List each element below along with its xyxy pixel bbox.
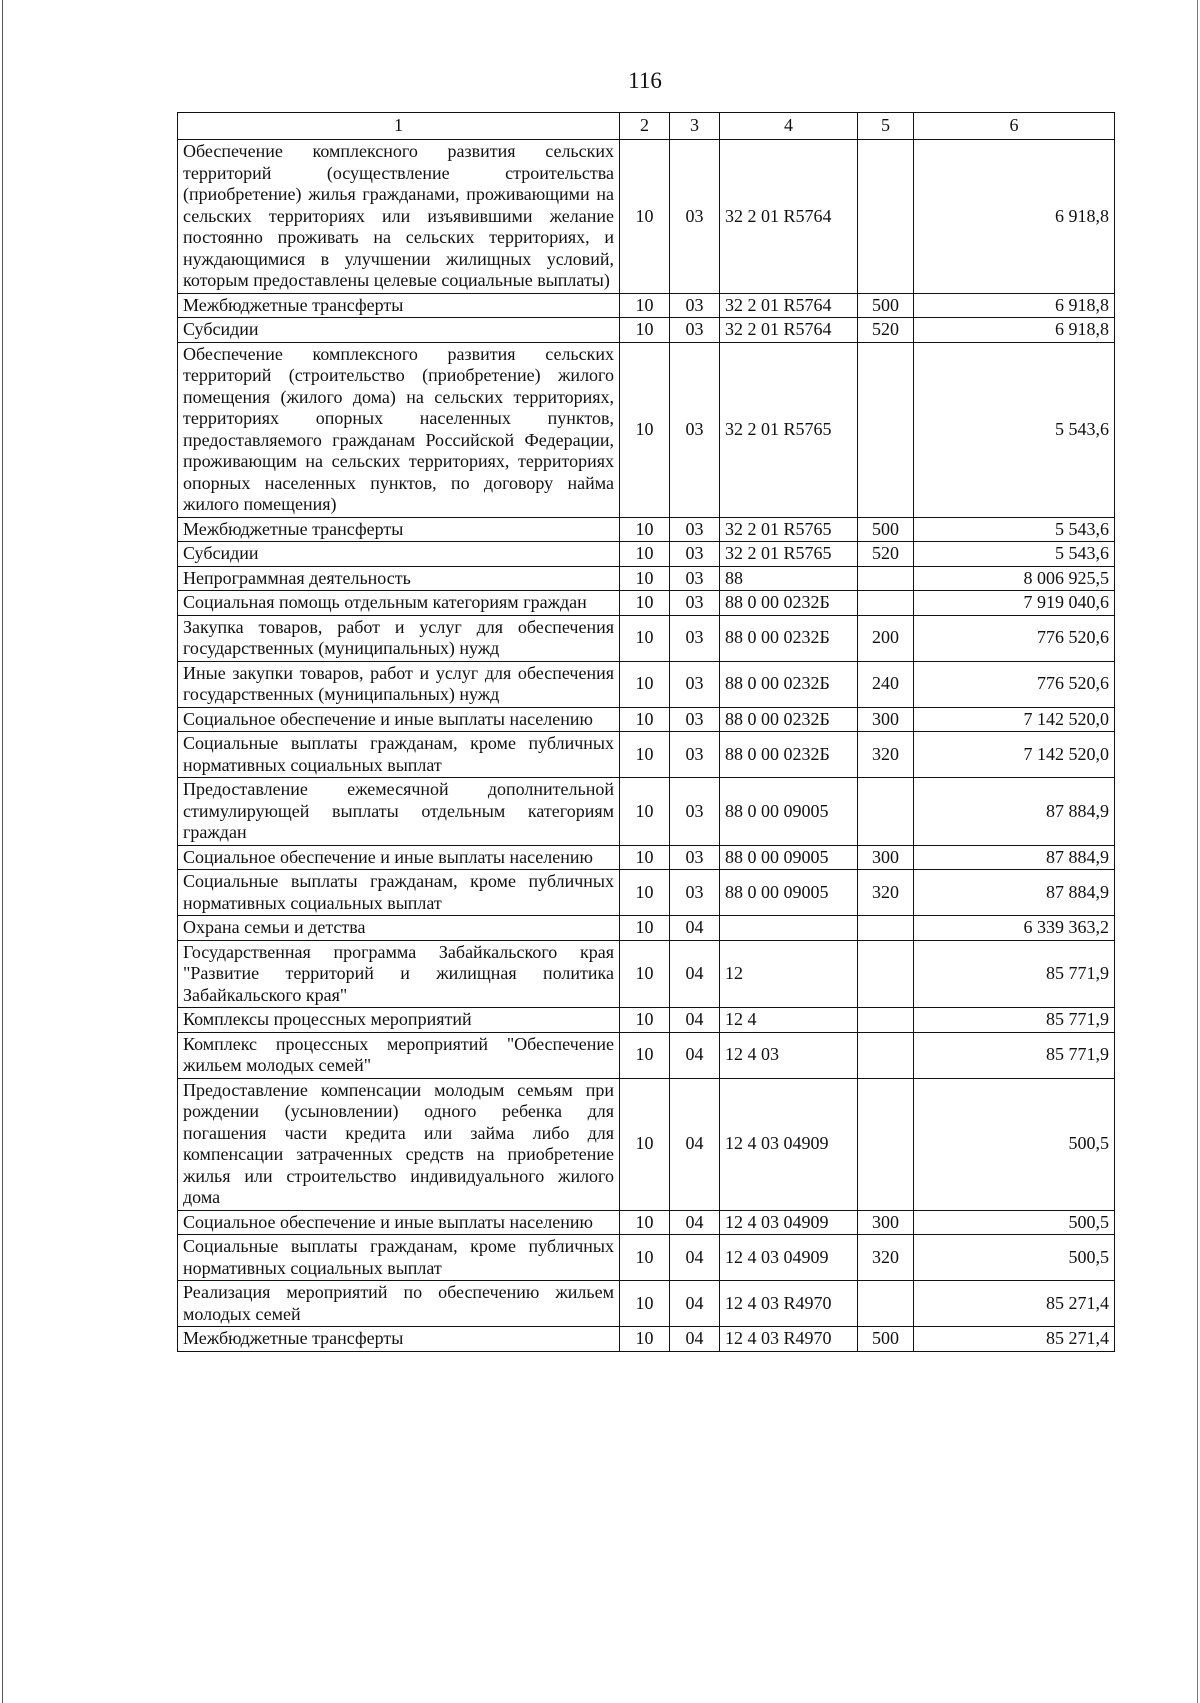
header-col-4: 4 bbox=[720, 113, 858, 140]
row-name-cell: Непрограммная деятельность bbox=[178, 566, 620, 591]
row-subsection-cell: 03 bbox=[670, 318, 720, 343]
row-name-cell: Межбюджетные трансферты bbox=[178, 293, 620, 318]
row-sum-cell: 6 918,8 bbox=[914, 140, 1115, 294]
row-section-cell: 10 bbox=[620, 1281, 670, 1327]
header-col-6: 6 bbox=[914, 113, 1115, 140]
row-section-cell: 10 bbox=[620, 342, 670, 517]
row-name-cell: Обеспечение комплексного развития сельских территорий (осуществление строительства (приобретение) жилья гражданами, проживающими на сельских территориях или изъявившими желание постоянно проживать на сельских территориях, и нуждающимися в улучшении жилищных условий, которым предоставлены целевые социальные выплаты) bbox=[178, 140, 620, 294]
row-sum-cell: 5 543,6 bbox=[914, 542, 1115, 567]
row-section-cell: 10 bbox=[620, 778, 670, 846]
row-sum-cell: 87 884,9 bbox=[914, 845, 1115, 870]
row-type-cell bbox=[858, 778, 914, 846]
table-body bbox=[178, 140, 1115, 1352]
table-row bbox=[178, 293, 1115, 318]
row-subsection-cell: 03 bbox=[670, 870, 720, 916]
table-row bbox=[178, 778, 1115, 846]
row-name-cell: Межбюджетные трансферты bbox=[178, 1327, 620, 1352]
row-sum-cell: 500,5 bbox=[914, 1235, 1115, 1281]
table-row bbox=[178, 542, 1115, 567]
row-section-cell: 10 bbox=[620, 318, 670, 343]
row-subsection-cell: 03 bbox=[670, 342, 720, 517]
row-sum-cell: 6 918,8 bbox=[914, 293, 1115, 318]
row-sum-cell: 87 884,9 bbox=[914, 778, 1115, 846]
table-header bbox=[178, 113, 1115, 140]
row-name-cell: Иные закупки товаров, работ и услуг для обеспечения государственных (муниципальных) нужд bbox=[178, 661, 620, 707]
row-sum-cell: 776 520,6 bbox=[914, 661, 1115, 707]
row-section-cell: 10 bbox=[620, 517, 670, 542]
row-type-cell: 500 bbox=[858, 293, 914, 318]
row-sum-cell: 500,5 bbox=[914, 1210, 1115, 1235]
row-name-cell: Предоставление ежемесячной дополнительной стимулирующей выплаты отдельным категориям граждан bbox=[178, 778, 620, 846]
header-row bbox=[178, 113, 1115, 140]
row-code-cell: 88 0 00 0232Б bbox=[720, 732, 858, 778]
row-type-cell bbox=[858, 566, 914, 591]
page-number: 116 bbox=[628, 68, 662, 93]
row-sum-cell: 5 543,6 bbox=[914, 342, 1115, 517]
row-subsection-cell: 03 bbox=[670, 293, 720, 318]
row-sum-cell: 85 271,4 bbox=[914, 1327, 1115, 1352]
row-type-cell bbox=[858, 1281, 914, 1327]
row-name-cell: Социальное обеспечение и иные выплаты населению bbox=[178, 845, 620, 870]
row-code-cell: 88 0 00 09005 bbox=[720, 845, 858, 870]
row-section-cell: 10 bbox=[620, 732, 670, 778]
row-subsection-cell: 03 bbox=[670, 778, 720, 846]
row-subsection-cell: 04 bbox=[670, 1032, 720, 1078]
row-subsection-cell: 03 bbox=[670, 661, 720, 707]
row-type-cell bbox=[858, 591, 914, 616]
table-row bbox=[178, 1210, 1115, 1235]
row-code-cell: 88 0 00 0232Б bbox=[720, 707, 858, 732]
row-code-cell: 32 2 01 R5764 bbox=[720, 318, 858, 343]
row-type-cell bbox=[858, 140, 914, 294]
row-name-cell: Охрана семьи и детства bbox=[178, 916, 620, 941]
row-section-cell: 10 bbox=[620, 661, 670, 707]
row-subsection-cell: 04 bbox=[670, 1078, 720, 1210]
row-section-cell: 10 bbox=[620, 1078, 670, 1210]
row-section-cell: 10 bbox=[620, 140, 670, 294]
row-name-cell: Комплекс процессных мероприятий "Обеспечение жильем молодых семей" bbox=[178, 1032, 620, 1078]
table-row bbox=[178, 1281, 1115, 1327]
row-subsection-cell: 03 bbox=[670, 542, 720, 567]
row-sum-cell: 6 918,8 bbox=[914, 318, 1115, 343]
row-name-cell: Обеспечение комплексного развития сельских территорий (строительство (приобретение) жилого помещения (жилого дома) на сельских территориях, территориях опорных населенных пунктов, предоставляемого гражданам Российской Федерации, проживающим на сельских территориях, территориях опорных населенных пунктов, по договору найма жилого помещения) bbox=[178, 342, 620, 517]
row-section-cell: 10 bbox=[620, 1210, 670, 1235]
row-type-cell: 320 bbox=[858, 870, 914, 916]
row-section-cell: 10 bbox=[620, 707, 670, 732]
row-code-cell: 32 2 01 R5765 bbox=[720, 542, 858, 567]
row-type-cell: 300 bbox=[858, 1210, 914, 1235]
row-name-cell: Субсидии bbox=[178, 318, 620, 343]
row-section-cell: 10 bbox=[620, 870, 670, 916]
row-sum-cell: 7 919 040,6 bbox=[914, 591, 1115, 616]
row-section-cell: 10 bbox=[620, 293, 670, 318]
row-subsection-cell: 04 bbox=[670, 916, 720, 941]
row-section-cell: 10 bbox=[620, 542, 670, 567]
row-code-cell: 32 2 01 R5765 bbox=[720, 342, 858, 517]
row-name-cell: Государственная программа Забайкальского края "Развитие территорий и жилищная политика Забайкальского края" bbox=[178, 940, 620, 1008]
table-row bbox=[178, 732, 1115, 778]
row-sum-cell: 85 771,9 bbox=[914, 940, 1115, 1008]
row-subsection-cell: 04 bbox=[670, 1210, 720, 1235]
table-row bbox=[178, 318, 1115, 343]
row-code-cell: 88 0 00 09005 bbox=[720, 870, 858, 916]
row-sum-cell: 85 271,4 bbox=[914, 1281, 1115, 1327]
row-code-cell: 32 2 01 R5765 bbox=[720, 517, 858, 542]
row-name-cell: Социальная помощь отдельным категориям граждан bbox=[178, 591, 620, 616]
table-row bbox=[178, 566, 1115, 591]
row-name-cell: Социальные выплаты гражданам, кроме публичных нормативных социальных выплат bbox=[178, 732, 620, 778]
row-code-cell bbox=[720, 916, 858, 941]
row-type-cell: 520 bbox=[858, 318, 914, 343]
table-row bbox=[178, 517, 1115, 542]
row-name-cell: Социальное обеспечение и иные выплаты населению bbox=[178, 1210, 620, 1235]
table-row bbox=[178, 342, 1115, 517]
table-row bbox=[178, 615, 1115, 661]
row-sum-cell: 5 543,6 bbox=[914, 517, 1115, 542]
row-section-cell: 10 bbox=[620, 845, 670, 870]
header-col-2: 2 bbox=[620, 113, 670, 140]
row-sum-cell: 7 142 520,0 bbox=[914, 707, 1115, 732]
row-type-cell bbox=[858, 1008, 914, 1033]
row-subsection-cell: 04 bbox=[670, 1235, 720, 1281]
row-subsection-cell: 03 bbox=[670, 140, 720, 294]
table-row bbox=[178, 845, 1115, 870]
row-type-cell: 320 bbox=[858, 1235, 914, 1281]
row-name-cell: Межбюджетные трансферты bbox=[178, 517, 620, 542]
row-name-cell: Социальные выплаты гражданам, кроме публичных нормативных социальных выплат bbox=[178, 870, 620, 916]
table-row bbox=[178, 940, 1115, 1008]
row-type-cell: 500 bbox=[858, 517, 914, 542]
scan-edge-left bbox=[2, 0, 3, 1703]
table-row bbox=[178, 1327, 1115, 1352]
header-col-3: 3 bbox=[670, 113, 720, 140]
row-subsection-cell: 04 bbox=[670, 1281, 720, 1327]
row-section-cell: 10 bbox=[620, 615, 670, 661]
row-section-cell: 10 bbox=[620, 916, 670, 941]
header-col-5: 5 bbox=[858, 113, 914, 140]
table-row bbox=[178, 916, 1115, 941]
row-name-cell: Закупка товаров, работ и услуг для обеспечения государственных (муниципальных) нужд bbox=[178, 615, 620, 661]
row-type-cell: 520 bbox=[858, 542, 914, 567]
row-section-cell: 10 bbox=[620, 940, 670, 1008]
row-subsection-cell: 03 bbox=[670, 845, 720, 870]
row-section-cell: 10 bbox=[620, 591, 670, 616]
budget-table bbox=[177, 112, 1115, 1352]
row-code-cell: 88 0 00 0232Б bbox=[720, 661, 858, 707]
row-code-cell: 88 bbox=[720, 566, 858, 591]
row-type-cell: 200 bbox=[858, 615, 914, 661]
row-type-cell: 320 bbox=[858, 732, 914, 778]
row-code-cell: 12 bbox=[720, 940, 858, 1008]
header-col-1: 1 bbox=[178, 113, 620, 140]
row-type-cell bbox=[858, 1032, 914, 1078]
row-code-cell: 88 0 00 0232Б bbox=[720, 615, 858, 661]
table-row bbox=[178, 591, 1115, 616]
row-subsection-cell: 03 bbox=[670, 566, 720, 591]
row-code-cell: 32 2 01 R5764 bbox=[720, 140, 858, 294]
row-subsection-cell: 04 bbox=[670, 1327, 720, 1352]
row-code-cell: 88 0 00 09005 bbox=[720, 778, 858, 846]
table-row bbox=[178, 1008, 1115, 1033]
row-sum-cell: 776 520,6 bbox=[914, 615, 1115, 661]
table-row bbox=[178, 1235, 1115, 1281]
row-section-cell: 10 bbox=[620, 566, 670, 591]
row-section-cell: 10 bbox=[620, 1008, 670, 1033]
table-row bbox=[178, 140, 1115, 294]
row-type-cell: 300 bbox=[858, 845, 914, 870]
table-row bbox=[178, 661, 1115, 707]
row-code-cell: 12 4 03 R4970 bbox=[720, 1327, 858, 1352]
row-subsection-cell: 03 bbox=[670, 615, 720, 661]
row-section-cell: 10 bbox=[620, 1235, 670, 1281]
row-sum-cell: 6 339 363,2 bbox=[914, 916, 1115, 941]
row-subsection-cell: 03 bbox=[670, 732, 720, 778]
row-type-cell bbox=[858, 940, 914, 1008]
row-section-cell: 10 bbox=[620, 1032, 670, 1078]
row-sum-cell: 8 006 925,5 bbox=[914, 566, 1115, 591]
row-type-cell: 300 bbox=[858, 707, 914, 732]
row-code-cell: 12 4 03 04909 bbox=[720, 1078, 858, 1210]
row-code-cell: 88 0 00 0232Б bbox=[720, 591, 858, 616]
row-sum-cell: 7 142 520,0 bbox=[914, 732, 1115, 778]
row-code-cell: 12 4 03 R4970 bbox=[720, 1281, 858, 1327]
row-name-cell: Комплексы процессных мероприятий bbox=[178, 1008, 620, 1033]
row-type-cell bbox=[858, 916, 914, 941]
row-type-cell: 500 bbox=[858, 1327, 914, 1352]
table-row bbox=[178, 870, 1115, 916]
table-row bbox=[178, 707, 1115, 732]
row-name-cell: Социальные выплаты гражданам, кроме публичных нормативных социальных выплат bbox=[178, 1235, 620, 1281]
row-subsection-cell: 04 bbox=[670, 1008, 720, 1033]
row-section-cell: 10 bbox=[620, 1327, 670, 1352]
row-name-cell: Реализация мероприятий по обеспечению жильем молодых семей bbox=[178, 1281, 620, 1327]
row-sum-cell: 85 771,9 bbox=[914, 1008, 1115, 1033]
row-code-cell: 12 4 03 04909 bbox=[720, 1210, 858, 1235]
row-name-cell: Социальное обеспечение и иные выплаты населению bbox=[178, 707, 620, 732]
row-name-cell: Субсидии bbox=[178, 542, 620, 567]
row-subsection-cell: 03 bbox=[670, 591, 720, 616]
row-name-cell: Предоставление компенсации молодым семьям при рождении (усыновлении) одного ребенка для погашения части кредита или займа либо для компенсации затраченных средств на приобретение жилья или строительство индивидуального жилого дома bbox=[178, 1078, 620, 1210]
row-type-cell bbox=[858, 342, 914, 517]
row-sum-cell: 87 884,9 bbox=[914, 870, 1115, 916]
row-subsection-cell: 04 bbox=[670, 940, 720, 1008]
row-subsection-cell: 03 bbox=[670, 707, 720, 732]
row-sum-cell: 500,5 bbox=[914, 1078, 1115, 1210]
row-type-cell bbox=[858, 1078, 914, 1210]
row-subsection-cell: 03 bbox=[670, 517, 720, 542]
table-row bbox=[178, 1032, 1115, 1078]
row-code-cell: 12 4 bbox=[720, 1008, 858, 1033]
table-row bbox=[178, 1078, 1115, 1210]
row-code-cell: 32 2 01 R5764 bbox=[720, 293, 858, 318]
row-code-cell: 12 4 03 04909 bbox=[720, 1235, 858, 1281]
row-type-cell: 240 bbox=[858, 661, 914, 707]
row-sum-cell: 85 771,9 bbox=[914, 1032, 1115, 1078]
scan-edge-right bbox=[1197, 0, 1198, 1703]
row-code-cell: 12 4 03 bbox=[720, 1032, 858, 1078]
